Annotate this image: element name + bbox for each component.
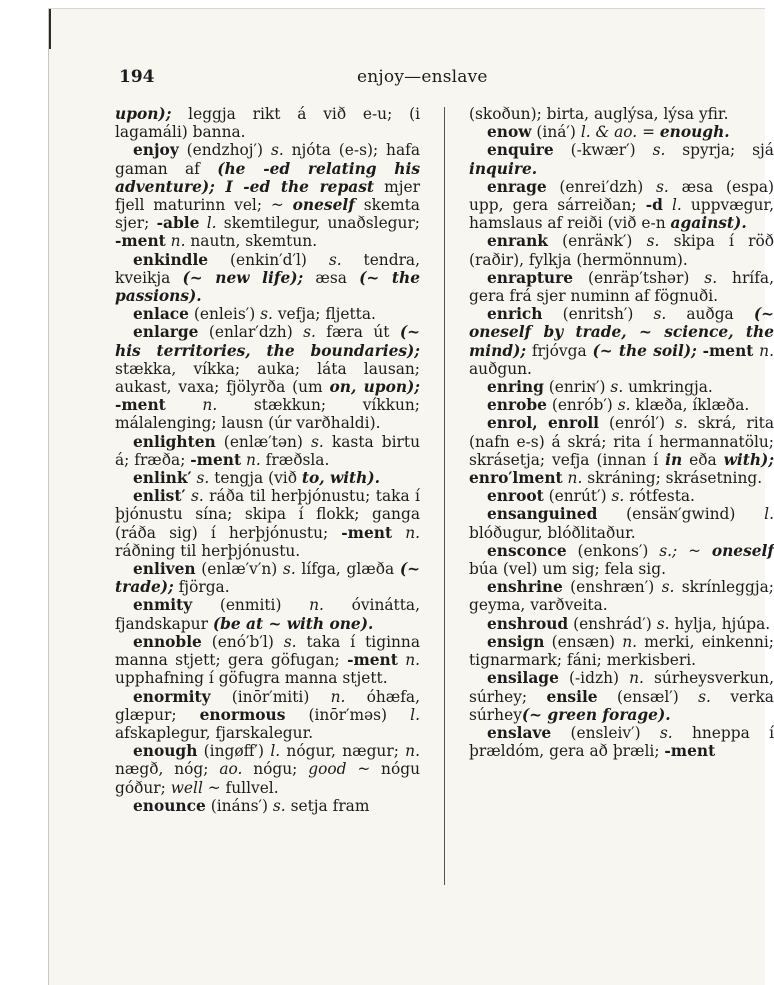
definition-text: stækkun; víkkun; málalenging; lausn (úr varðhaldi).	[115, 396, 420, 433]
example-phrase: (~ his territories, the boundaries);	[115, 323, 420, 360]
definition-text: setja fram	[285, 796, 370, 815]
definition-text: blóðugur, blóðlitaður.	[469, 523, 636, 542]
grammar-label: n.	[629, 669, 644, 688]
definition-text: (ingøff′)	[197, 742, 271, 761]
example-phrase: inquire.	[469, 159, 538, 178]
grammar-label: n.	[567, 469, 583, 488]
definition-text: rótfesta.	[624, 487, 695, 506]
definition-text: auðgun.	[469, 359, 532, 378]
definition-text: (enlæ′v′n)	[195, 560, 283, 579]
grammar-label: n.	[170, 232, 186, 251]
definition-text: (-kwær′)	[553, 141, 653, 160]
entry-continuation	[469, 105, 774, 123]
headword: enrich	[487, 305, 543, 324]
definition-text: hneppa í þrældóm, gera að þræli;	[469, 723, 774, 761]
headword: -able	[156, 214, 200, 233]
headword: enrobe	[487, 396, 547, 415]
definition-text: (enról′)	[599, 414, 676, 433]
headword: enshroud	[487, 614, 569, 633]
grammar-label: ao.	[219, 760, 243, 779]
right-column	[469, 105, 774, 760]
headword: ensilage	[487, 669, 559, 688]
headword: -ment	[664, 742, 716, 761]
dictionary-entry	[469, 123, 774, 141]
definition-text: auðga	[666, 305, 754, 324]
definition-text: njóta (e-s); hafa gaman af	[115, 141, 420, 178]
dictionary-page	[48, 8, 774, 985]
headword: enough	[133, 742, 198, 761]
grammar-label: s.	[704, 268, 718, 287]
dictionary-entry	[469, 505, 774, 541]
headword: enslave	[487, 723, 552, 742]
dictionary-entry	[115, 633, 420, 688]
dictionary-entry	[469, 178, 774, 233]
headword: enlarge	[133, 323, 199, 342]
definition-text: spyrja; sjá	[665, 141, 774, 160]
grammar-label: s.	[311, 432, 324, 451]
page-number: 194	[119, 67, 155, 87]
example-phrase: to, with).	[301, 469, 381, 488]
headword: enlighten	[133, 432, 216, 451]
headword: ennoble	[133, 632, 202, 651]
headword: enow	[487, 123, 532, 142]
definition-text: skrínleggja; geyma, varðveita.	[469, 578, 774, 615]
grammar-label: l. & ao.	[580, 123, 638, 142]
headword: enrol, enroll	[487, 414, 600, 433]
grammar-label: s.;	[659, 541, 678, 560]
definition-text: skipa í röð (raðir), fylkja (hermönnum).	[469, 232, 774, 269]
definition-text: (enkons′)	[566, 541, 660, 560]
grammar-label: n.	[405, 523, 420, 542]
definition-text: (endzhoj′)	[178, 141, 271, 160]
headword: enro′lment	[469, 469, 563, 488]
headword: enlace	[133, 305, 189, 324]
grammar-label: s.	[652, 141, 666, 160]
grammar-label: n.	[309, 596, 324, 615]
definition-text: (enshræn′)	[562, 578, 662, 597]
headword: -ment	[702, 341, 754, 360]
headword: enmity	[133, 596, 193, 615]
dictionary-entry	[469, 487, 774, 505]
definition-text: (enshrád′)	[568, 614, 657, 633]
dictionary-entry	[115, 141, 420, 250]
definition-text: (-idzh)	[558, 669, 630, 688]
left-column	[115, 105, 420, 815]
headword: -ment	[115, 396, 166, 415]
example-phrase: (~ the passions).	[115, 268, 421, 306]
definition-text: stækka, víkka; auka; láta lausan; aukast, vaxa; fjölyrða (um	[115, 359, 420, 397]
definition-text: ~ fullvel.	[202, 778, 279, 797]
example-phrase: (~ green forage).	[521, 705, 671, 724]
headword: ensile	[546, 687, 598, 706]
definition-text	[199, 214, 206, 232]
definition-text: færa út	[315, 323, 400, 342]
definition-text: (enkin′d′l)	[208, 250, 329, 269]
dictionary-entry	[469, 396, 774, 414]
grammar-label: good	[308, 760, 347, 779]
definition-text: (enlæ′tən)	[215, 432, 312, 451]
definition-text: ráðning til herþjónustu.	[115, 541, 301, 560]
example-phrase: with);	[723, 450, 774, 469]
definition-text: nógur, nægur;	[280, 742, 406, 761]
grammar-label: n.	[405, 651, 420, 670]
headword: enroot	[487, 487, 544, 506]
dictionary-entry	[115, 742, 420, 797]
dictionary-entry	[469, 414, 774, 487]
grammar-label: s.	[661, 578, 675, 597]
example-phrase: (~ new life);	[182, 268, 304, 287]
dictionary-entry	[115, 251, 420, 306]
definition-text: (enrei′dzh)	[546, 177, 657, 196]
headword: enkindle	[133, 250, 209, 269]
grammar-label: well	[170, 778, 203, 797]
definition-text: fræðsla.	[260, 450, 330, 469]
grammar-label: s.	[659, 723, 673, 742]
example-phrase: (~ oneself by trade, ~ science, the mind);	[469, 305, 774, 360]
headword: -ment	[347, 651, 398, 670]
example-phrase: oneself	[711, 541, 774, 560]
definition-text: (iná′)	[531, 123, 581, 142]
dictionary-entry	[115, 433, 420, 469]
definition-text: hrífa, gera frá sjer numinn af fögnuði.	[469, 268, 774, 306]
headword: -ment	[115, 232, 166, 251]
example-phrase: oneself	[292, 196, 355, 215]
grammar-label: n.	[202, 396, 218, 415]
grammar-label: l.	[270, 742, 281, 761]
definition-text: frjóvga	[526, 341, 593, 360]
headword: -ment	[341, 523, 393, 542]
headword: enounce	[133, 796, 206, 815]
grammar-label: n.	[622, 632, 638, 651]
grammar-label: s.	[303, 323, 316, 342]
definition-text: (enó′b′l)	[201, 632, 284, 651]
definition-text: (skoðun); birta, auglýsa, lýsa yfir.	[469, 105, 729, 123]
definition-text: tendra, kveikja	[115, 250, 420, 287]
definition-text: leggja rikt á við e-u; (i lagamáli) banna.	[115, 105, 420, 142]
dictionary-entry	[115, 688, 420, 743]
grammar-label: s.	[196, 469, 210, 488]
grammar-label: s.	[260, 305, 273, 324]
example-phrase: (~ the soil);	[592, 341, 697, 360]
definition-text: (enritsh′)	[542, 305, 654, 324]
example-phrase: against).	[670, 214, 747, 233]
grammar-label: s.	[646, 232, 660, 251]
dictionary-entry	[469, 232, 774, 268]
headword: ensign	[487, 632, 545, 651]
grammar-label: s.	[675, 414, 688, 433]
definition-text	[663, 196, 672, 214]
grammar-label: s.	[611, 487, 625, 506]
definition-text: (enmiti)	[192, 596, 310, 615]
headword: enormous	[199, 705, 286, 724]
dictionary-entry	[469, 269, 774, 305]
dictionary-entry	[469, 633, 774, 669]
definition-text: klæða, íklæða.	[630, 396, 750, 415]
headword: enlist′	[133, 487, 186, 506]
headword: enjoy	[133, 141, 179, 160]
dictionary-entry	[469, 378, 774, 396]
grammar-label: s.	[617, 396, 631, 415]
definition-text: ráða til herþjónustu; taka í þjónustu sína; skipa í flokk; ganga (ráða sig) í herþjónustu;	[115, 487, 420, 542]
grammar-label: s.	[656, 177, 669, 196]
definition-text: (enleis′)	[188, 305, 261, 324]
definition-text: lífga, glæða	[295, 560, 400, 579]
example-phrase: (~ trade);	[115, 560, 420, 597]
definition-text: óvinátta, fjandskapur	[115, 596, 420, 633]
headword: enrapture	[487, 268, 574, 287]
definition-text: skrá, rita (nafn e-s) á skrá; rita í hermannatölu; skrásetja; vefja (innan í	[469, 414, 774, 469]
definition-text: ~ nógu góður;	[115, 760, 421, 797]
grammar-label: n.	[330, 687, 346, 706]
headword: -d	[645, 196, 663, 215]
headword: ensanguined	[487, 505, 598, 524]
definition-text: skemtilegur, unaðslegur;	[216, 214, 420, 233]
headword: enring	[487, 378, 544, 397]
definition-text: (enrút′)	[543, 487, 612, 506]
definition-text: búa (vel) um sig; fela sig.	[469, 560, 666, 579]
headword: enlink′	[133, 469, 192, 488]
dictionary-entry	[115, 323, 420, 432]
definition-text: (ensäɴ′gwind)	[597, 505, 765, 524]
entry-continuation	[115, 105, 420, 141]
definition-text: (enlar′dzh)	[198, 323, 304, 342]
definition-text: skráning; skrásetning.	[582, 469, 763, 488]
dictionary-entry	[469, 578, 774, 614]
grammar-label: s.	[190, 487, 204, 506]
definition-text: (enräp′tshər)	[573, 268, 705, 287]
headword: enrage	[487, 177, 547, 196]
dictionary-entry	[469, 141, 774, 177]
example-phrase: upon);	[115, 105, 172, 123]
headword: ensconce	[487, 541, 567, 560]
dictionary-entry	[115, 487, 420, 560]
definition-text: óhæfa, glæpur;	[115, 687, 420, 724]
dictionary-entry	[469, 669, 774, 724]
page-edge-mark	[49, 9, 51, 49]
dictionary-entry	[115, 560, 420, 596]
definition-text: umkringja.	[623, 378, 713, 397]
definition-text: mjer fjell maturinn vel; ~	[115, 177, 420, 215]
definition-text	[392, 524, 405, 542]
grammar-label: l.	[671, 196, 682, 215]
definition-text: (inōr′məs)	[285, 705, 411, 724]
grammar-label: s.	[656, 614, 670, 633]
definition-text: ~	[677, 541, 712, 560]
dictionary-entry	[469, 542, 774, 578]
definition-text: taka í tiginna manna stjett; gera göfugan;	[115, 632, 421, 670]
example-phrase: on, upon);	[329, 378, 420, 397]
running-head: enjoy—enslave	[357, 67, 488, 87]
dictionary-entry	[469, 305, 774, 378]
definition-text: afskaplegur, fjarskalegur.	[115, 723, 314, 742]
page-header	[119, 67, 765, 91]
dictionary-entry	[115, 469, 420, 487]
definition-text: tengja (við	[209, 469, 302, 488]
definition-text: (enrób′)	[546, 396, 618, 415]
definition-text: eða	[682, 450, 724, 469]
definition-text: nautn, skemtun.	[185, 232, 318, 251]
dictionary-entry	[115, 305, 420, 323]
grammar-label: s.	[272, 796, 286, 815]
definition-text: hylja, hjúpa.	[669, 614, 771, 633]
grammar-label: s.	[698, 687, 711, 706]
definition-text: (ensæn)	[544, 632, 623, 651]
definition-text: (inōr′miti)	[210, 687, 331, 706]
definition-text: vefja; fljetta.	[272, 305, 376, 324]
headword: enormity	[133, 687, 211, 706]
headword: enshrine	[487, 578, 563, 597]
grammar-label: n.	[245, 450, 261, 469]
column-divider	[444, 107, 445, 885]
grammar-label: s.	[282, 560, 296, 579]
definition-text: (enräɴk′)	[547, 232, 647, 251]
headword: -ment	[190, 450, 242, 469]
example-phrase: in	[665, 450, 683, 469]
definition-text: =	[637, 123, 660, 142]
definition-text: uppvægur, hamslaus af reiði (við e-n	[469, 196, 774, 233]
definition-text: fjörga.	[173, 578, 230, 597]
definition-text: nógu;	[242, 760, 309, 779]
headword: enrank	[487, 232, 548, 251]
definition-text: merki, einkenni; tignarmark; fáni; merkisberi.	[469, 632, 774, 670]
definition-text	[166, 396, 203, 414]
headword: enquire	[487, 141, 554, 160]
grammar-label: s.	[283, 632, 297, 651]
grammar-label: l.	[206, 214, 217, 233]
definition-text: skemta sjer;	[115, 196, 420, 233]
grammar-label: s.	[610, 378, 624, 397]
grammar-label: s.	[270, 141, 284, 160]
dictionary-entry	[469, 724, 774, 760]
definition-text: æsa (espa) upp, gera sárreiðan;	[469, 177, 774, 215]
definition-text: (enriɴ′)	[543, 378, 611, 397]
grammar-label: l.	[764, 505, 774, 524]
definition-text: kasta birtu á; fræða;	[115, 432, 421, 469]
definition-text: verka súrhey	[469, 687, 774, 724]
grammar-label: n.	[405, 742, 420, 761]
definition-text: (ináns′)	[205, 796, 273, 815]
definition-text: súrheysverkun, súrhey;	[469, 669, 774, 706]
definition-text: æsa	[303, 268, 360, 287]
definition-text: upphafning í göfugra manna stjett.	[115, 669, 388, 688]
example-phrase: (he -ed relating his adventure); I -ed the repast	[115, 159, 421, 196]
definition-text: (ensæl′)	[597, 687, 699, 706]
definition-text: (ensleiv′)	[551, 723, 660, 742]
grammar-label: l.	[410, 705, 420, 724]
dictionary-entry	[115, 797, 420, 815]
example-phrase: (be at ~ with one).	[212, 614, 374, 633]
definition-text: nægð, nóg;	[115, 760, 220, 779]
grammar-label: n.	[759, 341, 774, 360]
grammar-label: s.	[328, 250, 342, 269]
grammar-label: s.	[653, 305, 667, 324]
dictionary-entry	[469, 615, 774, 633]
dictionary-entry	[115, 596, 420, 632]
example-phrase: enough.	[659, 123, 730, 142]
headword: enliven	[133, 560, 196, 579]
